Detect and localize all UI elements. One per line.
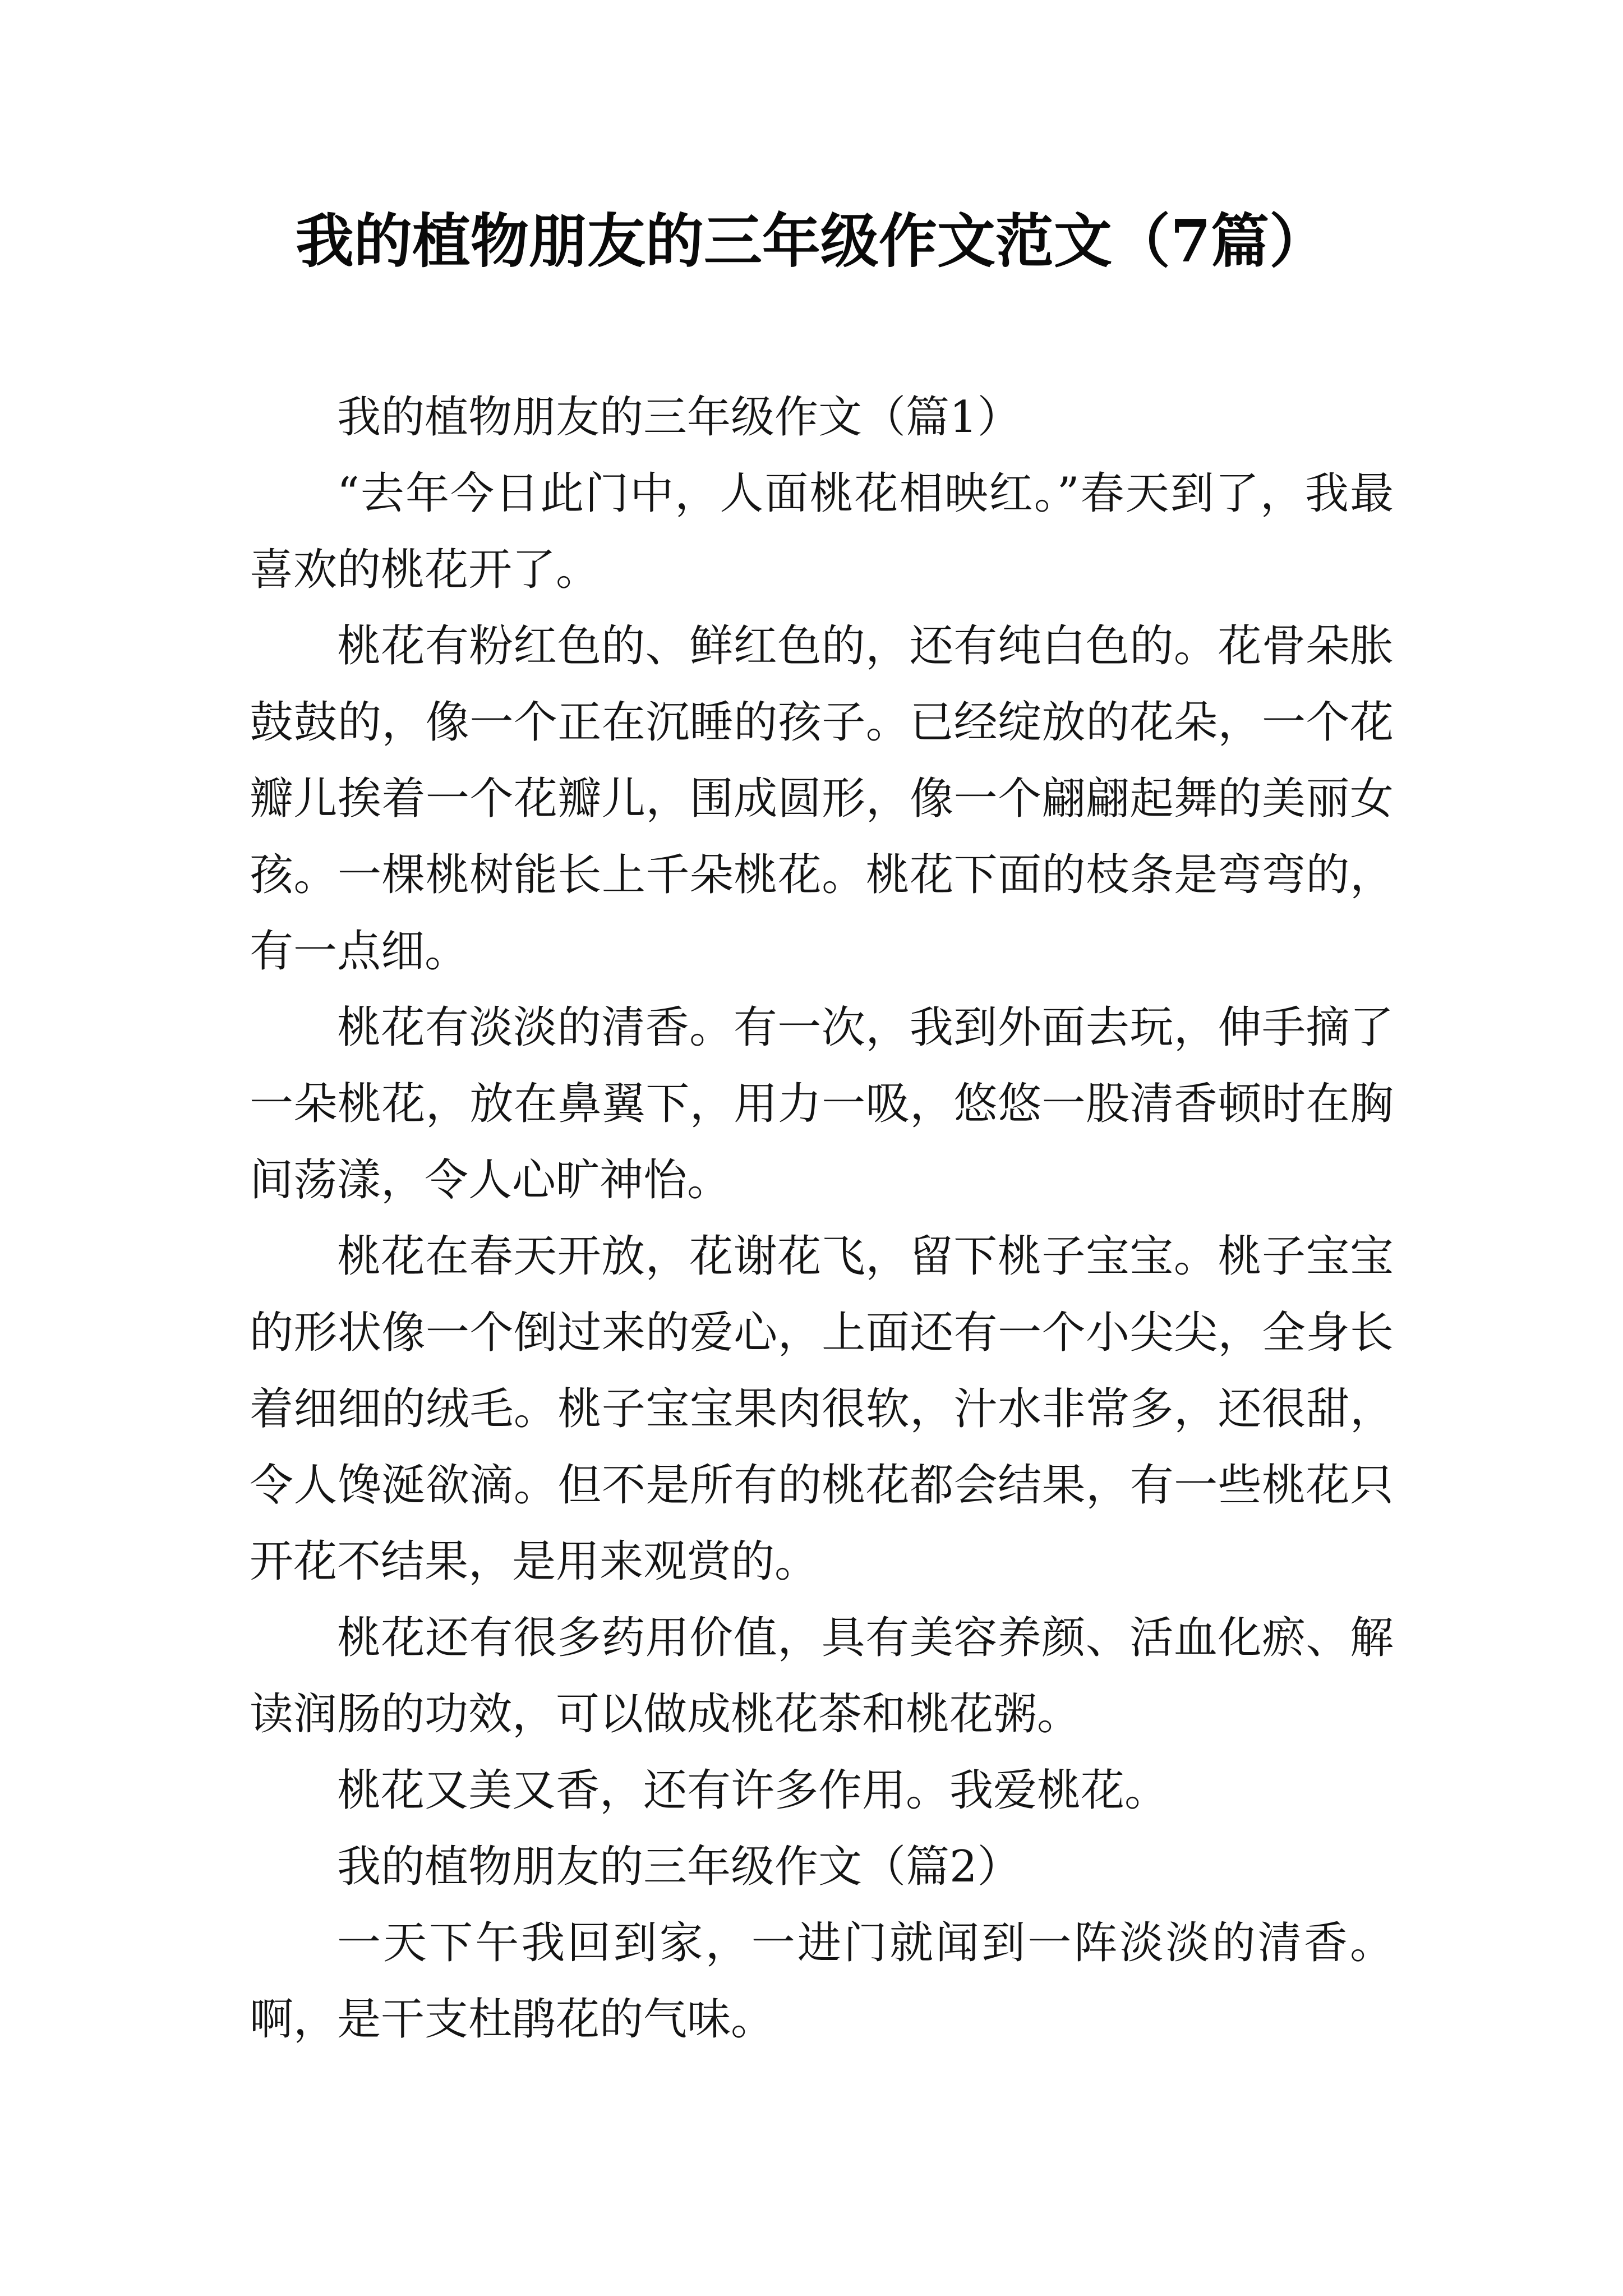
paragraph: 桃花又美又香，还有许多作用。我爱桃花。 [337, 1765, 1169, 1816]
paragraph: “去年今日此门中，人面桃花相映红。”春天到了，我最喜欢的桃花开了。 [250, 468, 1394, 595]
paragraph: 一天下午我回到家，一进门就闻到一阵淡淡的清香。啊，是干支杜鹃花的气味。 [250, 1918, 1394, 2045]
document-title: 我的植物朋友的三年级作文范文（7篇） [295, 206, 1328, 275]
paragraph: 桃花在春天开放，花谢花飞，留下桃子宝宝。桃子宝宝的形状像一个倒过来的爱心，上面还有一个小尖尖，全身长着细细的绒毛。桃子宝宝果肉很软，汁水非常多，还很甜，令人馋涎欲滴。但不是所有的桃花都会结果，有一些桃花只开花不结果，是用来观赏的。 [250, 1231, 1394, 1587]
paragraph: 桃花还有很多药用价值，具有美容养颜、活血化瘀、解读润肠的功效，可以做成桃花茶和桃花粥。 [250, 1613, 1394, 1740]
essay-heading: 我的植物朋友的三年级作文（篇1） [337, 392, 1021, 443]
document-body [250, 379, 1394, 2058]
essay-heading: 我的植物朋友的三年级作文（篇2） [337, 1842, 1021, 1892]
paragraph: 桃花有淡淡的清香。有一次，我到外面去玩，伸手摘了一朵桃花，放在鼻翼下，用力一吸，悠悠一股清香顿时在胸间荡漾，令人心旷神怡。 [250, 1002, 1394, 1205]
paragraph: 桃花有粉红色的、鲜红色的，还有纯白色的。花骨朵胀鼓鼓的，像一个正在沉睡的孩子。已经绽放的花朵，一个花瓣儿挨着一个花瓣儿，围成圆形，像一个翩翩起舞的美丽女孩。一棵桃树能长上千朵桃花。桃花下面的枝条是弯弯的，有一点细。 [250, 621, 1394, 977]
